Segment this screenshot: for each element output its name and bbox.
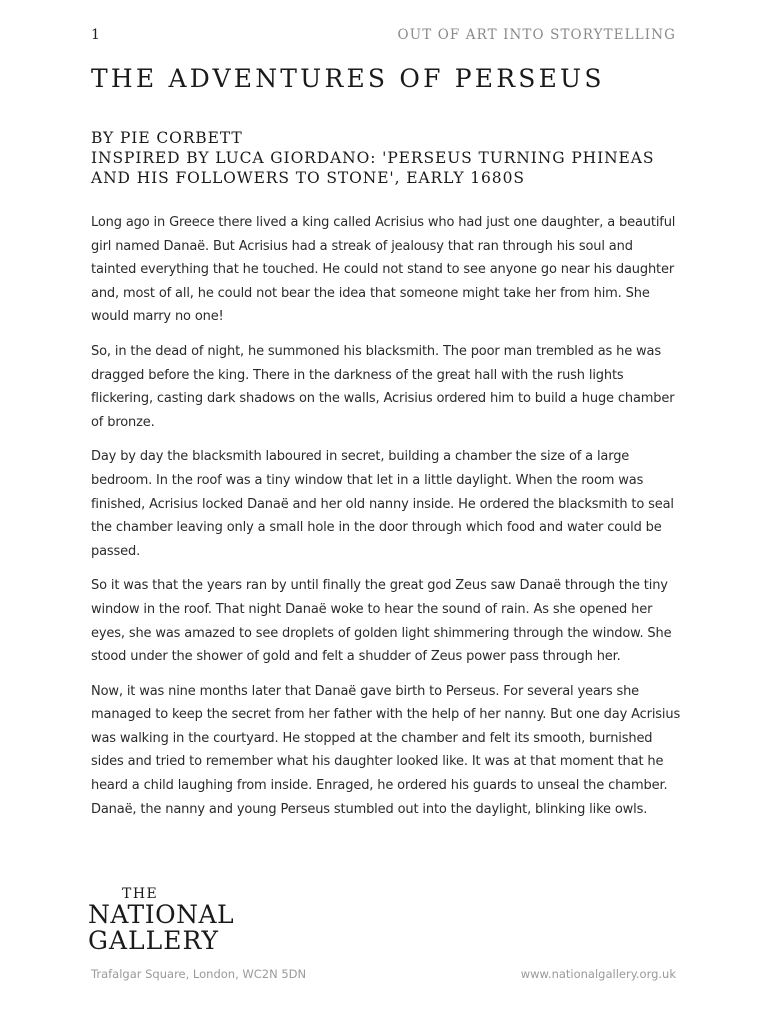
paragraph-3: Day by day the blacksmith laboured in secret, building a chamber the size of a large bedroom. In the roof was a tiny window that let in a little daylight. When the room was finished, Acrisius locked Danaë and her old nanny inside. He ordered the blacksmith to seal the chamber leaving only a small hole in the door through which food and water could be passed. xyxy=(91,449,674,559)
paragraph-2: So, in the dead of night, he summoned his blacksmith. The poor man trembled as he was dragged before the king. There in the darkness of the great hall with the rush lights flickering, casting dark shadows on the walls, Acrisius ordered him to build a huge chamber of bronze. xyxy=(91,343,675,430)
logo-the: THE xyxy=(122,886,159,902)
story-body xyxy=(91,211,681,832)
paragraph-5: Now, it was nine months later that Danaë gave birth to Perseus. For several years she managed to keep the secret from her father with the help of her nanny. But one day Acrisius was walking in the courtyard. He stopped at the chamber and felt its smooth, burnished sides and tried to remember what his daughter looked like. It was at that moment that he heard a child laughing from inside. Enraged, he ordered his guards to unseal the chamber. Danaë, the nanny and young Perseus stumbled out into the daylight, blinking like owls. xyxy=(91,683,681,817)
author-line: BY PIE CORBETT xyxy=(91,129,243,147)
document-title: THE ADVENTURES OF PERSEUS xyxy=(91,64,605,93)
paragraph-1: Long ago in Greece there lived a king called Acrisius who had just one daughter, a beautiful girl named Danaë. But Acrisius had a streak of jealousy that ran through his soul and tainted everything that he touched. He could not stand to see anyone go near his daughter and, most of all, he could not bear the idea that someone might take her from him. She would marry no one! xyxy=(91,215,676,325)
running-header: OUT OF ART INTO STORYTELLING xyxy=(397,27,676,43)
byline xyxy=(91,128,691,188)
footer-url[interactable]: www.nationalgallery.org.uk xyxy=(520,967,676,981)
footer-address: Trafalgar Square, London, WC2N 5DN xyxy=(91,967,307,981)
page-number: 1 xyxy=(91,27,100,43)
paragraph-4: So it was that the years ran by until finally the great god Zeus saw Danaë through the tiny window in the roof. That night Danaë woke to hear the sound of rain. As she opened her eyes, she was amazed to see droplets of golden light shimmering through the window. She stood under the shower of gold and felt a shudder of Zeus power pass through her. xyxy=(91,578,672,665)
inspired-line-2: AND HIS FOLLOWERS TO STONE', EARLY 1680S xyxy=(91,169,525,187)
logo-gallery: GALLERY xyxy=(88,926,220,955)
logo-national: NATIONAL xyxy=(88,900,235,929)
inspired-line-1: INSPIRED BY LUCA GIORDANO: 'PERSEUS TURNING PHINEAS xyxy=(91,149,655,167)
